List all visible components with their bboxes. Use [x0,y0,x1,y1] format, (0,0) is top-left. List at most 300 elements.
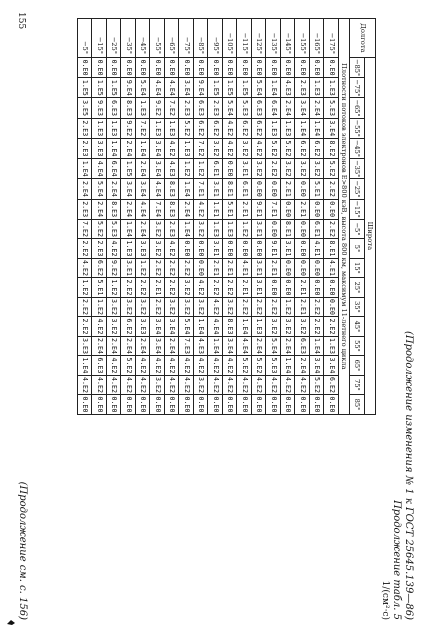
flux-value-cell: 4.E2 [165,375,180,395]
flux-value-cell: 0.E0 [107,58,122,78]
flux-value-cell: 3.E1 [208,179,223,199]
flux-value-cell: 3.E2 [208,138,223,158]
flux-value-cell: 4.E2 [223,138,238,158]
longitude-cell: −145° [281,19,296,58]
flux-value-cell: 2.E3 [295,78,310,98]
flux-value-cell: 8.E3 [165,199,180,219]
flux-value-cell: 4.E2 [107,375,122,395]
flux-value-cell: 1.E3 [324,78,339,98]
flux-value-cell: 6.E1 [208,159,223,179]
flux-value-cell: 3.E2 [121,297,136,317]
flux-value-cell: 2.E2 [324,179,339,199]
flux-value-cell: 4.E1 [310,239,325,259]
flux-value-cell: 3.E2 [150,239,165,259]
flux-value-cell: 7.E2 [165,98,180,118]
flux-value-cell: 2.E1 [237,199,252,219]
electron-flux-table [77,18,376,415]
flux-value-cell: 1.E5 [121,159,136,179]
flux-value-cell: 4.E2 [165,239,180,259]
flux-value-cell: 2.E2 [121,278,136,298]
flux-value-cell: 6.E2 [208,118,223,138]
table-row [179,19,194,415]
flux-value-cell: 3.E4 [150,317,165,337]
flux-value-cell: 3.E2 [237,138,252,158]
flux-value-cell: 2.E2 [165,278,180,298]
latitude-header-cell: −45° [350,138,365,158]
flux-value-cell: 3.E3 [92,138,107,158]
flux-value-cell: 0.E0 [281,395,296,415]
flux-value-cell: 1.E5 [78,78,93,98]
flux-value-cell: 3.E2 [194,297,209,317]
flux-value-cell: 8.E3 [165,179,180,199]
flux-value-cell: 5.E4 [223,98,238,118]
flux-value-cell: 2.E4 [136,159,151,179]
flux-value-cell: 5.E4 [252,78,267,98]
flux-value-cell: 0.E0 [266,219,281,239]
flux-value-cell: 3.E2 [281,317,296,337]
flux-value-cell: 2.E4 [121,138,136,158]
flux-value-cell: 0.E0 [281,278,296,298]
flux-value-cell: 4.E2 [295,375,310,395]
flux-value-cell: 8.E1 [223,179,238,199]
flux-value-cell: 0.E0 [295,239,310,259]
flux-value-cell: 8.E3 [223,317,238,337]
flux-value-cell: 4.E3 [165,159,180,179]
flux-value-cell: 4.E4 [150,78,165,98]
flux-value-cell: 0.E0 [252,179,267,199]
flux-value-cell: 1.E4 [78,356,93,376]
table-row [136,19,151,415]
flux-value-cell: 5.E2 [324,159,339,179]
flux-value-cell: 4.E1 [237,258,252,278]
flux-value-cell: 1.E2 [281,297,296,317]
flux-value-cell: 0.E0 [281,258,296,278]
flux-value-cell: 0.E0 [194,58,209,78]
flux-value-cell: 3.E3 [136,317,151,337]
flux-value-cell: 0.E0 [223,239,238,259]
flux-value-cell: 3.E2 [194,219,209,239]
flux-value-cell: 3.E4 [121,179,136,199]
document-continuation-header: (Продолжение изменения № 1 к ГОСТ 25645.139—86) [403,331,414,620]
flux-value-cell: 2.E4 [78,179,93,199]
flux-value-cell: 3.E2 [266,317,281,337]
flux-value-cell: 3.E2 [150,219,165,239]
flux-value-cell: 6.E4 [107,159,122,179]
table-body [78,19,339,415]
table-row [194,19,209,415]
flux-value-cell: 3.E2 [150,375,165,395]
flux-value-cell: 0.E0 [281,199,296,219]
flux-value-cell: 1.E2 [78,278,93,298]
flux-value-cell: 4.E2 [136,375,151,395]
flux-value-cell: 2.E3 [179,98,194,118]
flux-value-cell: 4.E2 [252,375,267,395]
flux-value-cell: 5.E2 [310,375,325,395]
flux-value-cell: 2.E2 [223,278,238,298]
flux-value-cell: 1.E4 [295,118,310,138]
flux-value-cell: 7.E2 [78,219,93,239]
flux-value-cell: 5.E4 [136,78,151,98]
flux-value-cell: 3.E2 [179,278,194,298]
longitude-cell: −65° [165,19,180,58]
flux-value-cell: 2.E4 [295,356,310,376]
flux-value-cell: 6.E2 [324,375,339,395]
flux-value-cell: 2.E4 [92,199,107,219]
flux-value-cell: 0.E0 [295,58,310,78]
flux-value-cell: 7.E1 [194,179,209,199]
flux-value-cell: 7.E2 [136,118,151,138]
flux-value-cell: 8.E2 [324,138,339,158]
flux-value-cell: 0.E0 [310,199,325,219]
flux-value-cell: 7.E2 [194,138,209,158]
flux-value-cell: 0.E0 [237,58,252,78]
longitude-cell: −75° [179,19,194,58]
flux-value-cell: 2.E2 [150,258,165,278]
flux-value-cell: 0.E0 [136,58,151,78]
flux-value-cell: 2.E2 [165,258,180,278]
flux-value-cell: 4.E2 [281,375,296,395]
flux-value-cell: 6.E2 [121,317,136,337]
flux-value-cell: 4.E2 [179,356,194,376]
table-row [310,19,325,415]
flux-value-cell: 1.E3 [121,239,136,259]
latitude-header-cell: −75° [350,78,365,98]
flux-value-cell: 2.E4 [281,98,296,118]
flux-value-cell: 4.E4 [150,179,165,199]
flux-value-cell: 1.E4 [208,336,223,356]
flux-value-cell: 1.E1 [208,199,223,219]
flux-value-cell: 4.E2 [78,375,93,395]
flux-value-cell: 4.E2 [179,375,194,395]
flux-value-cell: 5.E1 [92,278,107,298]
flux-value-cell: 4.E2 [194,356,209,376]
latitude-header-cell: 85° [350,395,365,415]
flux-value-cell: 3.E1 [252,219,267,239]
flux-value-cell: 0.E0 [208,395,223,415]
flux-value-cell: 3.E4 [324,118,339,138]
flux-value-cell: 2.E3 [92,239,107,259]
table-row [252,19,267,415]
flux-value-cell: 7.E4 [150,199,165,219]
flux-value-cell: 2.E2 [78,239,93,259]
table-row [150,19,165,415]
flux-value-cell: 4.E4 [165,78,180,98]
flux-value-cell: 4.E2 [78,258,93,278]
table-row [78,19,93,415]
flux-value-cell: 0.E0 [194,395,209,415]
flux-value-cell: 7.E3 [179,336,194,356]
flux-value-cell: 1.E4 [78,159,93,179]
flux-value-cell: 2.E1 [150,278,165,298]
flux-value-cell: 4.E2 [121,375,136,395]
longitude-cell: −85° [194,19,209,58]
flux-value-cell: 2.E4 [252,336,267,356]
latitude-header-cell: 25° [350,278,365,298]
flux-value-cell: 2.E4 [107,179,122,199]
flux-value-cell: 1.E3 [92,118,107,138]
flux-value-cell: 0.E0 [223,58,238,78]
flux-value-cell: 4.E2 [266,375,281,395]
flux-value-cell: 1.E5 [223,78,238,98]
latitude-header-row [350,19,365,415]
flux-value-cell: 1.E2 [92,297,107,317]
flux-value-cell: 2.E1 [295,199,310,219]
flux-value-cell: 0.E0 [78,395,93,415]
flux-value-cell: 1.E4 [136,138,151,158]
flux-value-cell: 1.E2 [179,159,194,179]
flux-value-cell: 3.E2 [223,297,238,317]
flux-value-cell: 2.E4 [92,336,107,356]
flux-value-cell: 4.E2 [165,138,180,158]
flux-value-cell: 0.E0 [295,258,310,278]
flux-value-cell: 5.E2 [92,219,107,239]
flux-value-cell: 1.E4 [121,219,136,239]
flux-value-cell: 6.E1 [237,179,252,199]
longitude-cell: −95° [208,19,223,58]
flux-value-cell: 0.E0 [237,239,252,259]
flux-value-cell: 1.E2 [136,258,151,278]
flux-value-cell: 3.E4 [150,138,165,158]
flux-value-cell: 1.E3 [208,219,223,239]
flux-value-cell: 0.E0 [324,395,339,415]
flux-value-cell: 6.E2 [237,118,252,138]
flux-value-cell: 1.E4 [179,179,194,199]
table-row [165,19,180,415]
flux-value-cell: 3.E3 [78,336,93,356]
flux-value-cell: 3.E3 [136,239,151,259]
flux-value-cell: 1.E3 [107,118,122,138]
latitude-header-cell: −55° [350,118,365,138]
flux-value-cell: 9.E1 [252,199,267,219]
flux-value-cell: 2.E4 [310,98,325,118]
flux-value-cell: 1.E4 [107,138,122,158]
flux-value-cell: 0.E0 [295,219,310,239]
flux-value-cell: 2.E4 [136,336,151,356]
flux-value-cell: 1.E5 [107,78,122,98]
flux-value-cell: 5.E2 [281,138,296,158]
flux-value-cell: 4.E3 [194,336,209,356]
flux-value-cell: 1.E2 [107,278,122,298]
flux-value-cell: 1.E4 [281,356,296,376]
latitude-header-cell: −85° [350,58,365,78]
flux-value-cell: 1.E4 [310,118,325,138]
flux-value-cell: 6.E3 [295,336,310,356]
flux-value-cell: 1.E3 [150,118,165,138]
flux-value-cell: 4.E4 [208,317,223,337]
flux-value-cell: 2.E4 [179,199,194,219]
flux-value-cell: 4.E4 [237,336,252,356]
flux-value-cell: 1.E4 [266,78,281,98]
flux-value-cell: 2.E2 [179,258,194,278]
flux-value-cell: 5.E3 [266,356,281,376]
flux-value-cell: 0.E0 [121,58,136,78]
flux-value-cell: 2.E2 [78,297,93,317]
flux-value-cell: 4.E4 [92,159,107,179]
flux-value-cell: 4.E2 [165,356,180,376]
flux-value-cell: 2.E2 [208,278,223,298]
flux-value-cell: 0.E0 [252,58,267,78]
flux-value-cell: 2.E1 [208,258,223,278]
flux-value-cell: 3.E1 [237,159,252,179]
longitude-cell: −125° [252,19,267,58]
longitude-cell: −35° [121,19,136,58]
flux-value-cell: 5.E3 [237,98,252,118]
flux-value-cell: 2.E1 [281,179,296,199]
flux-value-cell: 1.E2 [237,219,252,239]
continuation-note: (Продолжение см. с. 156) [17,481,28,620]
table-row [295,19,310,415]
flux-value-cell: 6.E2 [310,138,325,158]
flux-value-cell: 3.E2 [107,317,122,337]
flux-value-cell: 2.E4 [107,336,122,356]
flux-value-cell: 0.E0 [310,395,325,415]
flux-value-cell: 0.E0 [252,239,267,259]
latitude-header-cell: −25° [350,179,365,199]
flux-value-cell: 1.E3 [324,336,339,356]
flux-value-cell: 3.E2 [179,297,194,317]
flux-value-cell: 3.E2 [165,297,180,317]
flux-value-cell: 4.E2 [150,356,165,376]
flux-value-cell: 8.E1 [281,219,296,239]
table-row [208,19,223,415]
flux-value-cell: 3.E4 [223,336,238,356]
flux-value-cell: 6.E4 [266,98,281,118]
flux-value-cell: 3.E4 [136,179,151,199]
flux-value-cell: 3.E4 [179,78,194,98]
flux-value-cell: 3.E2 [194,375,209,395]
flux-value-cell: 6.E2 [194,118,209,138]
flux-value-cell: 1.E5 [237,78,252,98]
flux-value-cell: 2.E2 [252,297,267,317]
flux-value-cell: 0.E0 [266,278,281,298]
flux-value-cell: 4.E2 [136,356,151,376]
flux-value-cell: 4.E2 [194,278,209,298]
flux-value-cell: 9.E2 [150,98,165,118]
flux-value-cell: 2.E3 [165,219,180,239]
flux-value-cell: 0.E0 [266,395,281,415]
flux-value-cell: 3.E1 [121,258,136,278]
flux-value-cell: 2.E3 [78,138,93,158]
flux-value-cell: 4.E2 [237,375,252,395]
flux-value-cell: 6.E3 [92,356,107,376]
flux-value-cell: 7.E1 [266,199,281,219]
latitude-header-cell: −65° [350,98,365,118]
flux-value-cell: 4.E2 [223,356,238,376]
flux-value-cell: 2.E2 [324,317,339,337]
flux-value-cell: 3.E2 [136,297,151,317]
flux-value-cell: 0.E0 [150,395,165,415]
longitude-cell: −165° [310,19,325,58]
flux-value-cell: 5.E2 [237,356,252,376]
flux-value-cell: 2.E2 [150,297,165,317]
flux-value-cell: 3.E2 [252,159,267,179]
flux-value-cell: 0.E0 [310,278,325,298]
flux-value-cell: 2.E1 [223,258,238,278]
flux-value-cell: 8.E3 [121,98,136,118]
longitude-cell: −115° [237,19,252,58]
flux-value-cell: 4.E2 [252,138,267,158]
flux-value-cell: 2.E4 [121,336,136,356]
flux-value-cell: 1.E3 [310,78,325,98]
latitude-header-cell: 75° [350,375,365,395]
flux-value-cell: 1.E3 [252,317,267,337]
longitude-cell: −15° [92,19,107,58]
flux-value-cell: 1.E3 [223,219,238,239]
flux-value-cell: 3.E2 [310,159,325,179]
flux-value-cell: 4.E4 [136,199,151,219]
flux-value-cell: 0.E0 [310,258,325,278]
flux-value-cell: 3.E4 [324,356,339,376]
flux-value-cell: 0.E0 [324,199,339,219]
longitude-cell: −5° [78,19,93,58]
flux-value-cell: 0.E0 [136,395,151,415]
flux-value-cell: 4.E1 [324,258,339,278]
table-continuation-label: Продолжение табл. 5 [391,500,402,620]
flux-value-cell: 3.E2 [295,159,310,179]
flux-value-cell: 0.E0 [92,58,107,78]
latitude-header-cell: 65° [350,356,365,376]
flux-value-cell: 1.E5 [92,78,107,98]
flux-value-cell: 2.E2 [310,317,325,337]
flux-value-cell: 1.E4 [194,317,209,337]
flux-value-cell: 1.E3 [165,118,180,138]
latitude-header-cell: 55° [350,336,365,356]
flux-value-cell: 4.E2 [208,297,223,317]
latitude-header-cell: −5° [350,219,365,239]
flux-value-cell: 2.E2 [136,278,151,298]
flux-value-cell: 0.E0 [310,58,325,78]
flux-value-cell: 1.E4 [179,219,194,239]
flux-value-cell: 3.E4 [150,336,165,356]
table-row [92,19,107,415]
flux-value-cell: 9.E2 [107,258,122,278]
flux-value-cell: 0.E0 [92,395,107,415]
flux-value-cell: 2.E4 [281,336,296,356]
longitude-cell: −55° [150,19,165,58]
flux-value-cell: 3.E1 [252,278,267,298]
flux-value-cell: 3.E5 [78,98,93,118]
flux-value-cell: 9.E2 [121,118,136,138]
flux-value-cell: 1.E2 [194,159,209,179]
table-row [223,19,238,415]
latitude-header-cell: 35° [350,297,365,317]
flux-value-cell: 0.E0 [179,239,194,259]
flux-value-cell: 4.E2 [223,118,238,138]
flux-value-cell: 6.E2 [92,258,107,278]
flux-value-cell: 3.E2 [107,297,122,317]
flux-value-cell: 2.E2 [266,297,281,317]
flux-value-cell: 9.E1 [266,239,281,259]
flux-value-cell: 2.E1 [237,278,252,298]
flux-value-cell: 0.E0 [266,179,281,199]
flux-value-cell: 5.E4 [266,336,281,356]
flux-value-cell: 8.E1 [324,239,339,259]
longitude-cell: −175° [324,19,339,58]
unit-label: 1/(см²·с) [380,580,390,620]
flux-value-cell: 9.E4 [121,78,136,98]
flux-value-cell: 3.E2 [281,159,296,179]
flux-value-cell: 1.E3 [179,138,194,158]
flux-value-cell: 2.E1 [295,278,310,298]
flux-value-cell: 3.E4 [310,356,325,376]
flux-value-cell: 2.E2 [78,317,93,337]
flux-value-cell: 0.E0 [324,278,339,298]
flux-value-cell: 0.E0 [295,179,310,199]
flux-value-cell: 0.E0 [324,58,339,78]
flux-value-cell: 4.E2 [208,356,223,376]
flux-value-cell: 5.E4 [179,317,194,337]
flux-value-cell: 2.E4 [136,219,151,239]
